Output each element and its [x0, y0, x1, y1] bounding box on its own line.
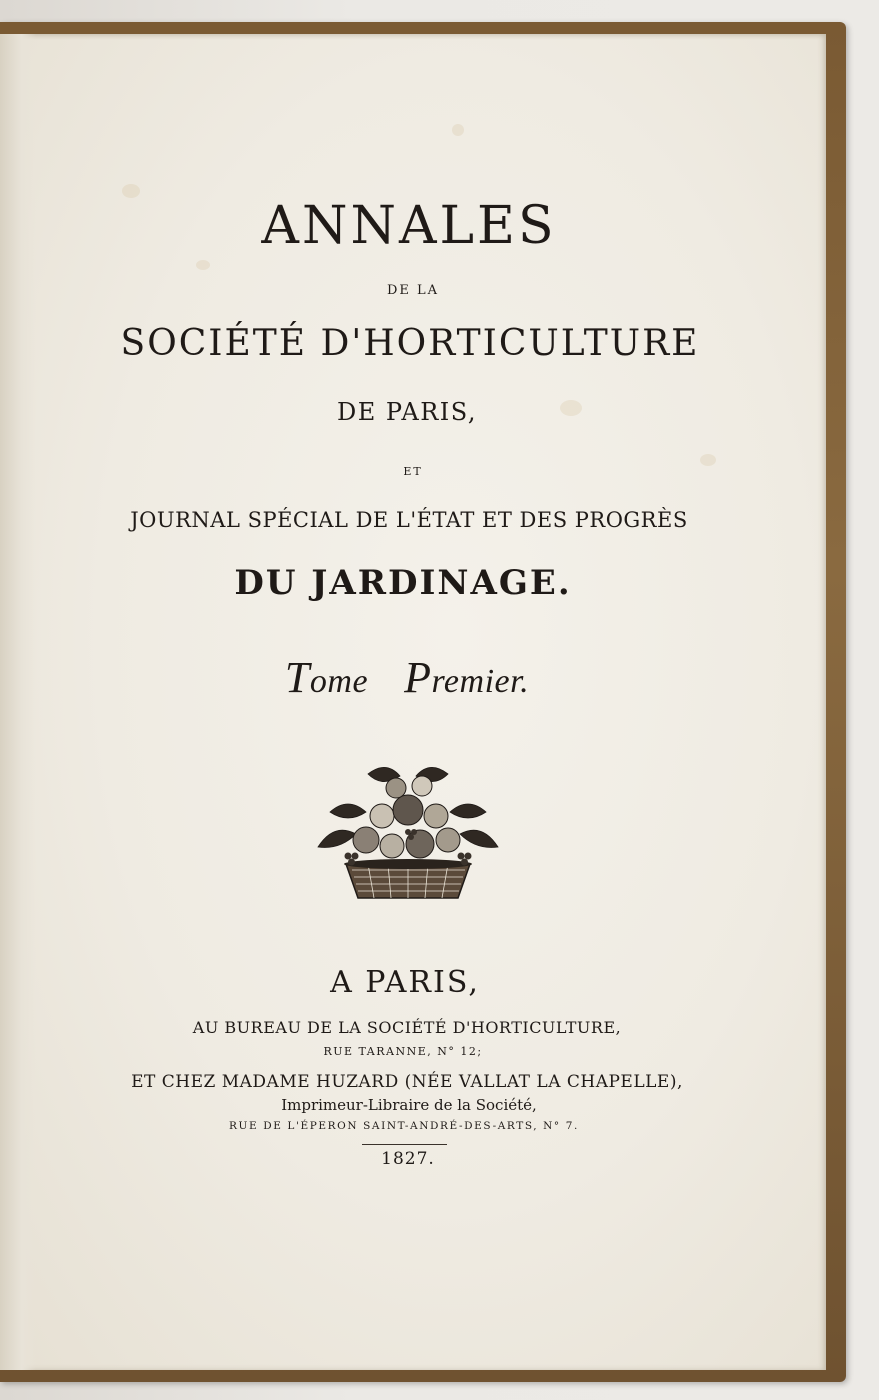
foxing-spot — [196, 260, 210, 270]
society-city: DE PARIS, — [337, 398, 477, 426]
fruit-basket-icon — [308, 752, 508, 908]
title-page — [0, 34, 826, 1370]
imprint-publisher: ET CHEZ MADAME HUZARD (NÉE VALLAT LA CHAPELLE), — [131, 1072, 683, 1092]
imprint-city: A PARIS, — [330, 965, 480, 1000]
society-name: SOCIÉTÉ D'HORTICULTURE — [120, 323, 700, 364]
subject-title: DU JARDINAGE. — [234, 563, 572, 603]
volume-designation — [0, 653, 820, 702]
imprint-address-2: RUE DE L'ÉPERON SAINT-ANDRÉ-DES-ARTS, N° 7. — [229, 1120, 579, 1132]
imprint-bureau: AU BUREAU DE LA SOCIÉTÉ D'HORTICULTURE, — [192, 1018, 622, 1037]
foxing-spot — [700, 454, 716, 466]
volume-word: ome — [309, 663, 369, 700]
title-connector-et: ET — [403, 465, 423, 478]
title-connector-de-la: DE LA — [386, 283, 440, 298]
publication-year: 1827. — [381, 1149, 435, 1169]
volume-initial: T — [284, 653, 310, 702]
imprint-publisher-role: Imprimeur-Libraire de la Société, — [281, 1096, 537, 1114]
volume-ordinal-word: remier. — [431, 663, 530, 700]
imprint-rule — [362, 1144, 447, 1145]
foxing-spot — [122, 184, 140, 198]
volume-ordinal-initial: P — [404, 653, 432, 702]
book-title: ANNALES — [261, 196, 557, 256]
journal-subtitle: JOURNAL SPÉCIAL DE L'ÉTAT ET DES PROGRÈS — [130, 508, 688, 532]
imprint-address-1: RUE TARANNE, N° 12; — [323, 1045, 483, 1058]
foxing-spot — [452, 124, 464, 136]
